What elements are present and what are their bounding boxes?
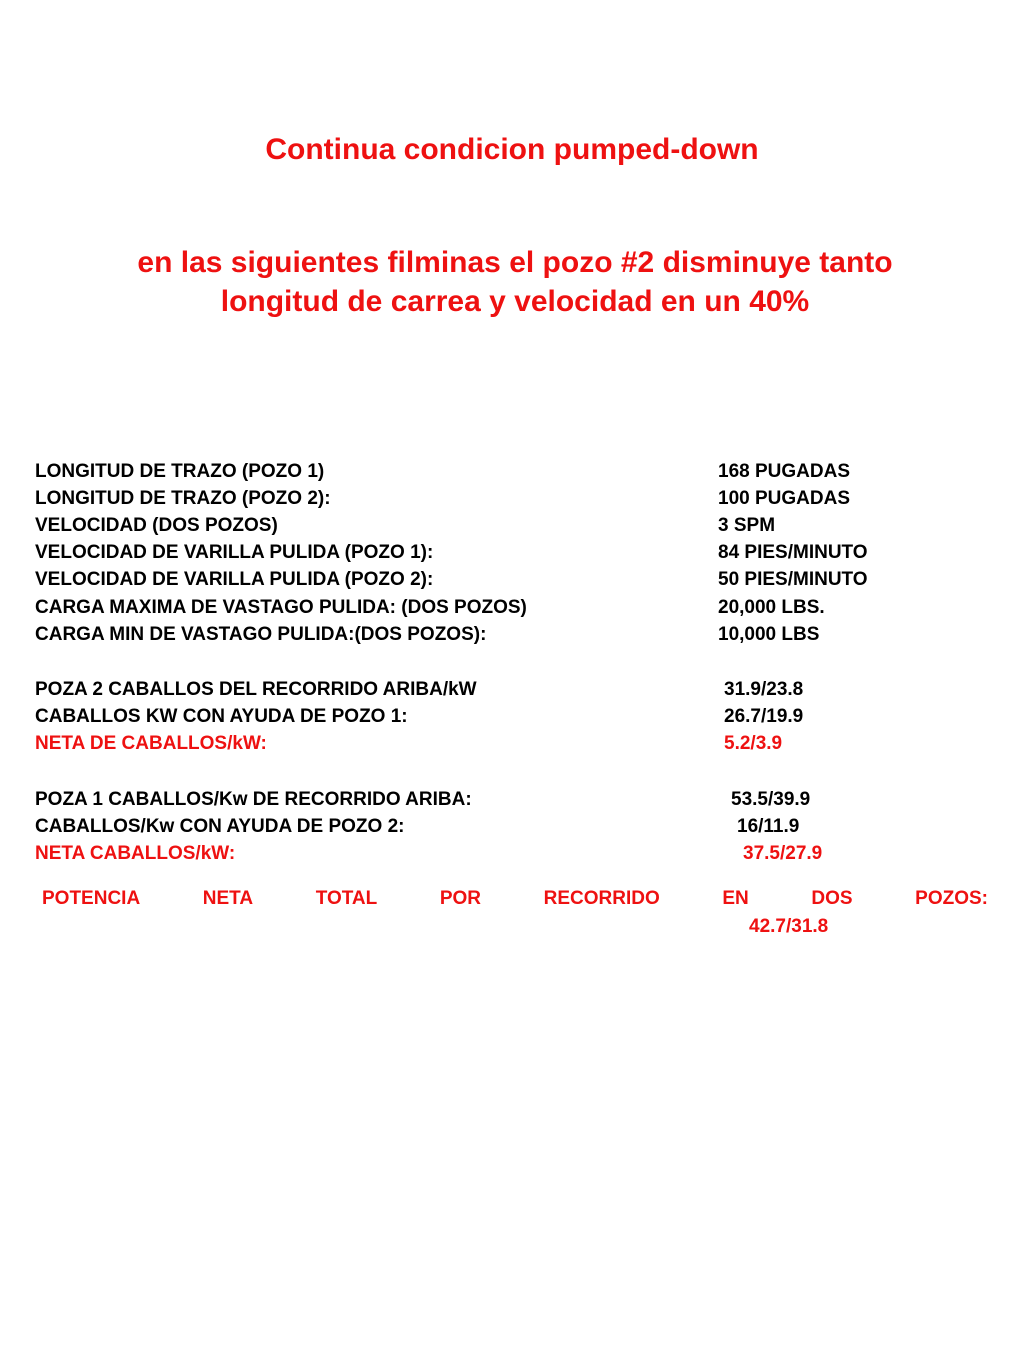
total-word: RECORRIDO bbox=[543, 888, 660, 909]
spec-label: LONGITUD DE TRAZO (POZO 1) bbox=[35, 461, 325, 482]
total-word: EN bbox=[722, 888, 749, 909]
spec-row bbox=[0, 459, 1024, 485]
total-label bbox=[42, 886, 988, 912]
pozo2-value: 26.7/19.9 bbox=[724, 706, 804, 727]
slide-title: Continua condicion pumped-down bbox=[265, 133, 759, 166]
total-word: POR bbox=[439, 888, 482, 909]
spec-value: 3 SPM bbox=[718, 515, 776, 536]
total-word: POZOS: bbox=[915, 888, 988, 909]
pozo2-label: CABALLOS KW CON AYUDA DE POZO 1: bbox=[35, 706, 408, 727]
spec-row bbox=[0, 540, 1024, 566]
total-word: DOS bbox=[811, 888, 853, 909]
spec-value: 168 PUGADAS bbox=[718, 461, 850, 482]
pozo1-net-row bbox=[0, 841, 1024, 867]
pozo2-row bbox=[0, 677, 1024, 703]
spec-label: VELOCIDAD DE VARILLA PULIDA (POZO 2): bbox=[35, 569, 434, 590]
spec-value: 10,000 LBS bbox=[718, 624, 820, 645]
total-word: POTENCIA bbox=[42, 888, 141, 909]
pozo2-net-label: NETA DE CABALLOS/kW: bbox=[35, 733, 267, 754]
spec-value: 50 PIES/MINUTO bbox=[718, 569, 868, 590]
pozo2-row bbox=[0, 704, 1024, 730]
spec-row bbox=[0, 595, 1024, 621]
spec-label: CARGA MIN DE VASTAGO PULIDA:(DOS POZOS): bbox=[35, 624, 487, 645]
pozo2-label: POZA 2 CABALLOS DEL RECORRIDO ARIBA/kW bbox=[35, 679, 477, 700]
spec-value: 100 PUGADAS bbox=[718, 488, 850, 509]
spec-row bbox=[0, 622, 1024, 648]
spec-value: 20,000 LBS. bbox=[718, 597, 825, 618]
pozo2-value: 31.9/23.8 bbox=[724, 679, 804, 700]
spec-label: VELOCIDAD (DOS POZOS) bbox=[35, 515, 278, 536]
spec-label: LONGITUD DE TRAZO (POZO 2): bbox=[35, 488, 331, 509]
pozo1-row bbox=[0, 787, 1024, 813]
spec-row bbox=[0, 486, 1024, 512]
spec-label: VELOCIDAD DE VARILLA PULIDA (POZO 1): bbox=[35, 542, 434, 563]
total-value: 42.7/31.8 bbox=[749, 916, 829, 937]
spec-label: CARGA MAXIMA DE VASTAGO PULIDA: (DOS POZOS) bbox=[35, 597, 527, 618]
total-word: TOTAL bbox=[315, 888, 378, 909]
pozo1-row bbox=[0, 814, 1024, 840]
pozo1-label: POZA 1 CABALLOS/Kw DE RECORRIDO ARIBA: bbox=[35, 789, 472, 810]
spec-row bbox=[0, 513, 1024, 539]
total-word: NETA bbox=[202, 888, 254, 909]
pozo1-net-value: 37.5/27.9 bbox=[743, 843, 823, 864]
slide-subtitle: en las siguientes filminas el pozo #2 disminuye tanto longitud de carrea y velocidad en un 40% bbox=[137, 246, 893, 318]
pozo1-net-label: NETA CABALLOS/kW: bbox=[35, 843, 236, 864]
spec-value: 84 PIES/MINUTO bbox=[718, 542, 868, 563]
pozo1-label: CABALLOS/Kw CON AYUDA DE POZO 2: bbox=[35, 816, 405, 837]
pozo1-value: 16/11.9 bbox=[737, 816, 800, 837]
spec-row bbox=[0, 567, 1024, 593]
pozo2-net-value: 5.2/3.9 bbox=[724, 733, 783, 754]
pozo1-value: 53.5/39.9 bbox=[731, 789, 811, 810]
pozo2-net-row bbox=[0, 731, 1024, 757]
